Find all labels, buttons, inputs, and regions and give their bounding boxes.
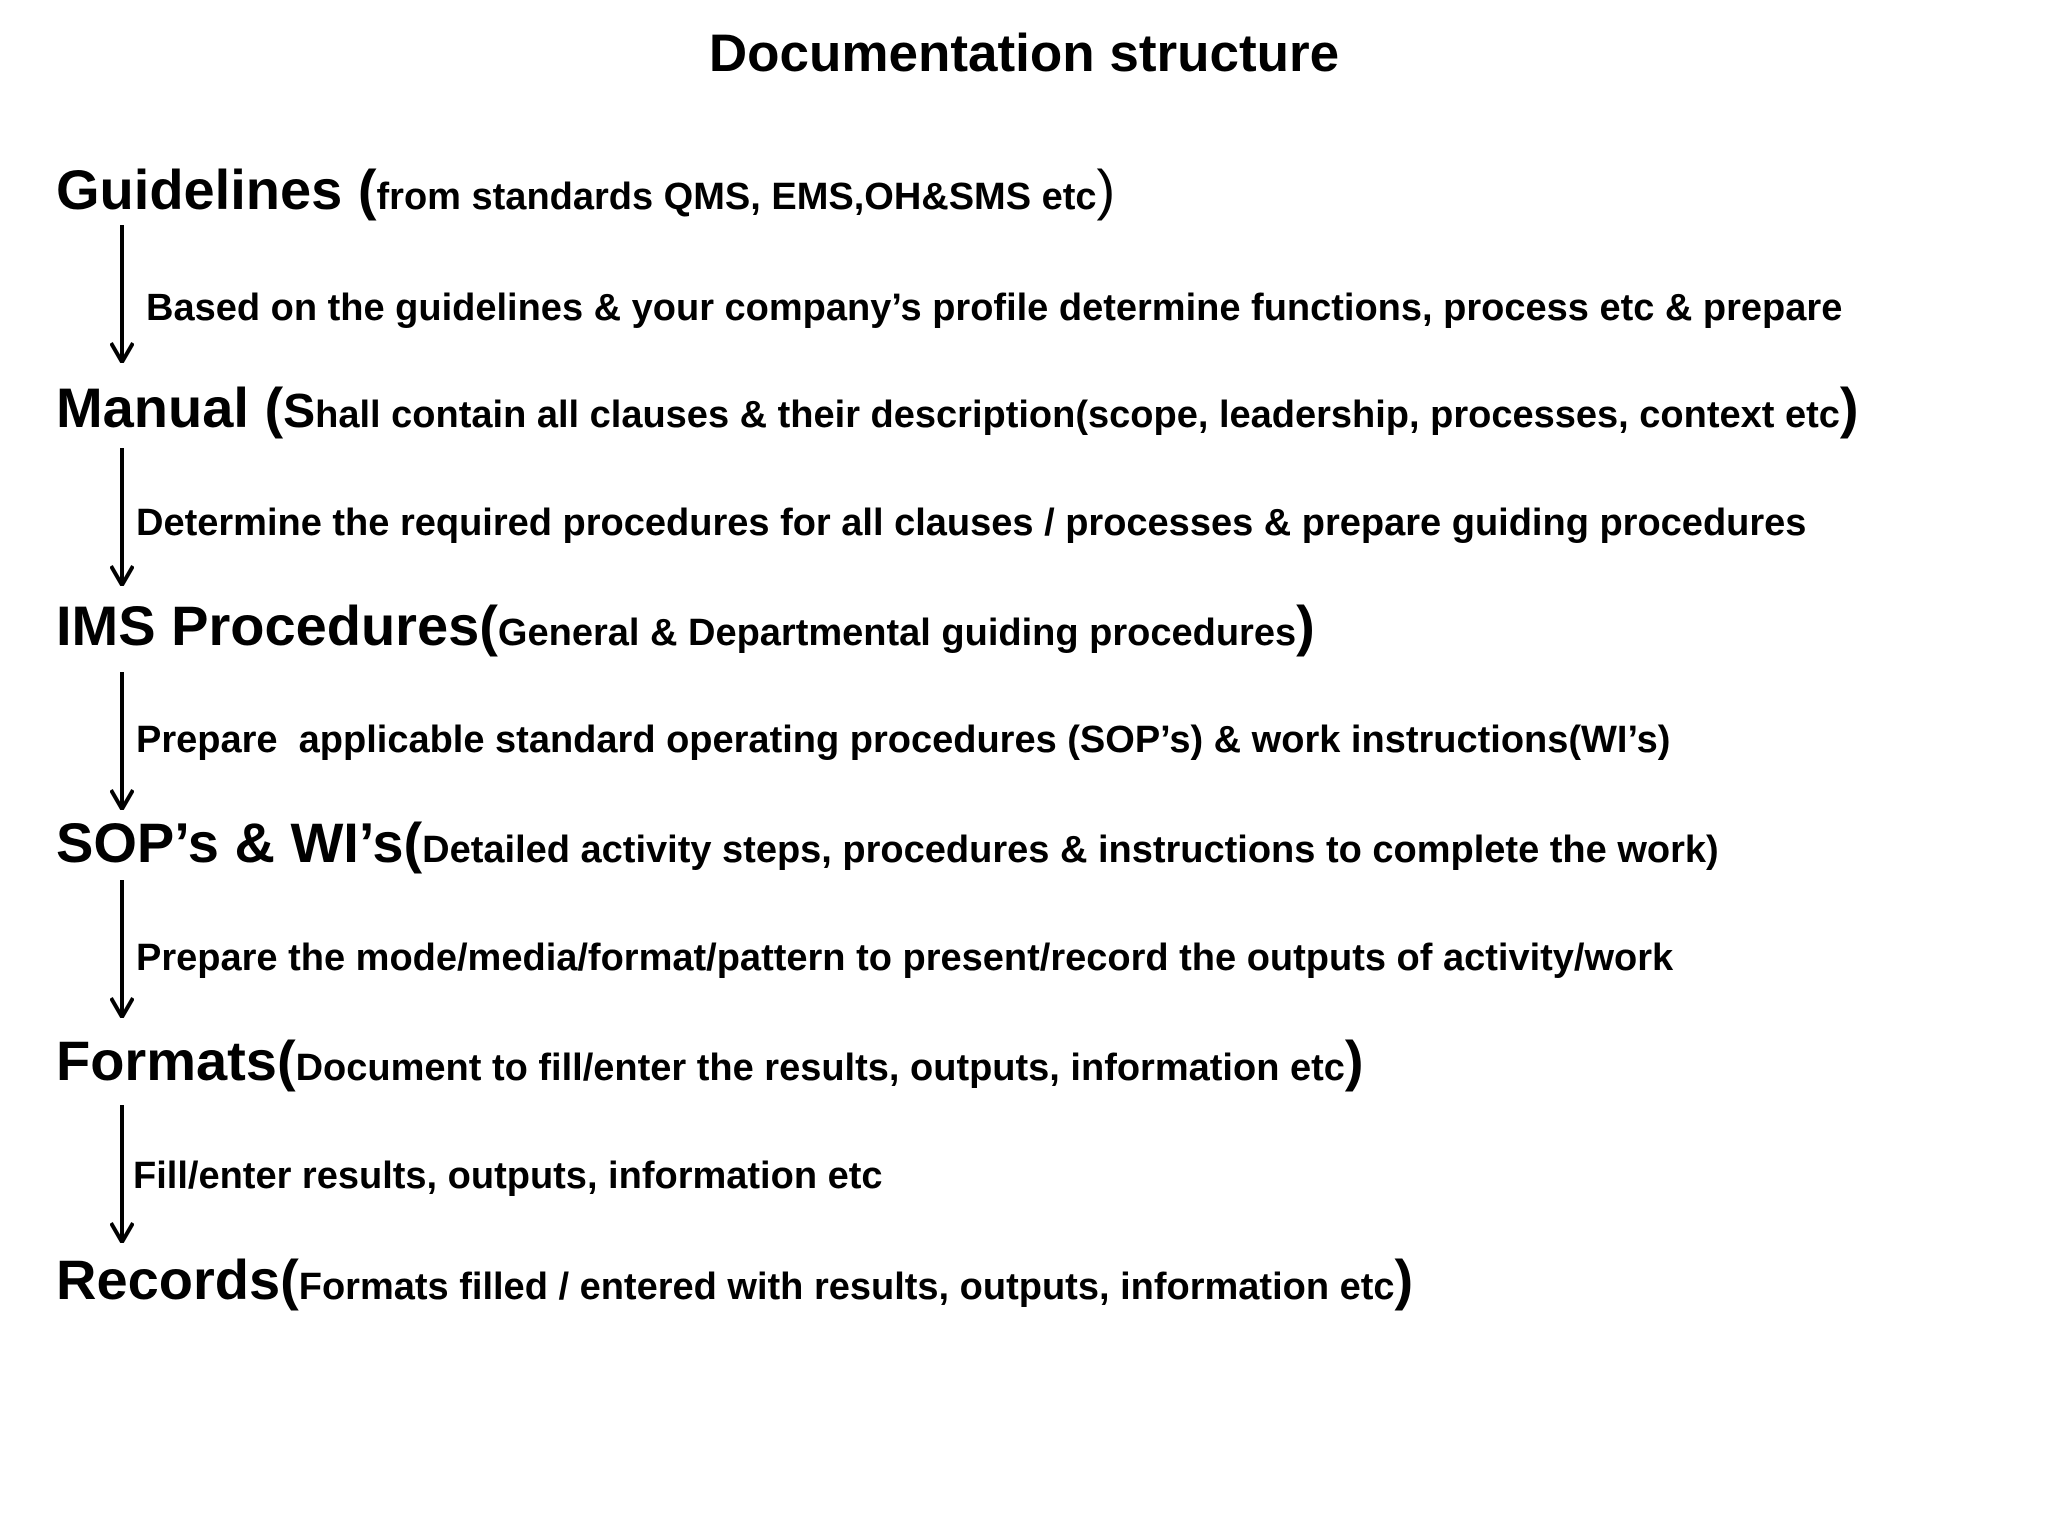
arrowhead-icon <box>110 994 134 1018</box>
arrow-down-icon <box>110 225 134 363</box>
arrowhead-icon <box>110 339 134 363</box>
arrow-down-icon <box>110 880 134 1018</box>
open-paren: ( <box>357 158 377 221</box>
level-manual-detail: hall contain all clauses & their description(scope, leadership, processes, context etc <box>315 394 1840 436</box>
open-paren: ( <box>264 376 284 439</box>
level-formats <box>56 1031 1364 1106</box>
level-ims-procedures-title: IMS Procedures <box>56 594 480 657</box>
level-guidelines-title: Guidelines <box>56 158 358 221</box>
open-paren: ( <box>403 811 423 874</box>
step-procedures-to-sops: Prepare applicable standard operating procedures (SOP’s) & work instructions(WI’s) <box>136 719 1671 761</box>
step-formats-to-records: Fill/enter results, outputs, information etc <box>133 1155 883 1197</box>
step-guidelines-to-manual: Based on the guidelines & your company’s profile determine functions, process etc & prepare <box>146 287 1843 329</box>
arrowhead-icon <box>110 1219 134 1243</box>
close-paren: ) <box>1344 1029 1364 1092</box>
level-ims-procedures <box>56 596 1315 671</box>
level-records-detail: Formats filled / entered with results, outputs, information etc <box>298 1266 1395 1308</box>
level-manual <box>56 378 1859 453</box>
open-paren: ( <box>479 594 498 657</box>
level-manual-title: Manual <box>56 376 265 439</box>
page-title: Documentation structure <box>708 24 1340 83</box>
level-guidelines <box>56 160 1115 235</box>
close-paren: ) <box>1096 158 1116 221</box>
level-formats-detail: Document to fill/enter the results, outputs, information etc <box>295 1047 1345 1089</box>
arrow-down-icon <box>110 672 134 810</box>
close-paren: ) <box>1296 594 1315 657</box>
open-paren: ( <box>280 1248 299 1311</box>
step-manual-to-procedures: Determine the required procedures for all clauses / processes & prepare guiding procedures <box>136 502 1807 544</box>
level-sops-wis <box>56 813 1719 888</box>
arrowhead-icon <box>110 786 134 810</box>
close-paren: ) <box>1839 376 1859 439</box>
level-ims-procedures-detail: General & Departmental guiding procedures <box>497 612 1297 654</box>
close-paren: ) <box>1394 1248 1414 1311</box>
level-records <box>56 1250 1413 1325</box>
level-sops-wis-title: SOP’s & WI’s <box>56 811 404 874</box>
level-sops-wis-detail: Detailed activity steps, procedures & instructions to complete the work) <box>422 829 1719 871</box>
level-records-title: Records <box>56 1248 281 1311</box>
open-paren: ( <box>276 1029 296 1092</box>
arrow-down-icon <box>110 1105 134 1243</box>
step-sops-to-formats: Prepare the mode/media/format/pattern to present/record the outputs of activity/work <box>136 937 1674 979</box>
level-manual-initial: S <box>283 385 316 438</box>
level-guidelines-detail: from standards QMS, EMS,OH&SMS etc <box>376 176 1097 218</box>
level-formats-title: Formats <box>56 1029 277 1092</box>
arrow-down-icon <box>110 448 134 586</box>
arrowhead-icon <box>110 562 134 586</box>
